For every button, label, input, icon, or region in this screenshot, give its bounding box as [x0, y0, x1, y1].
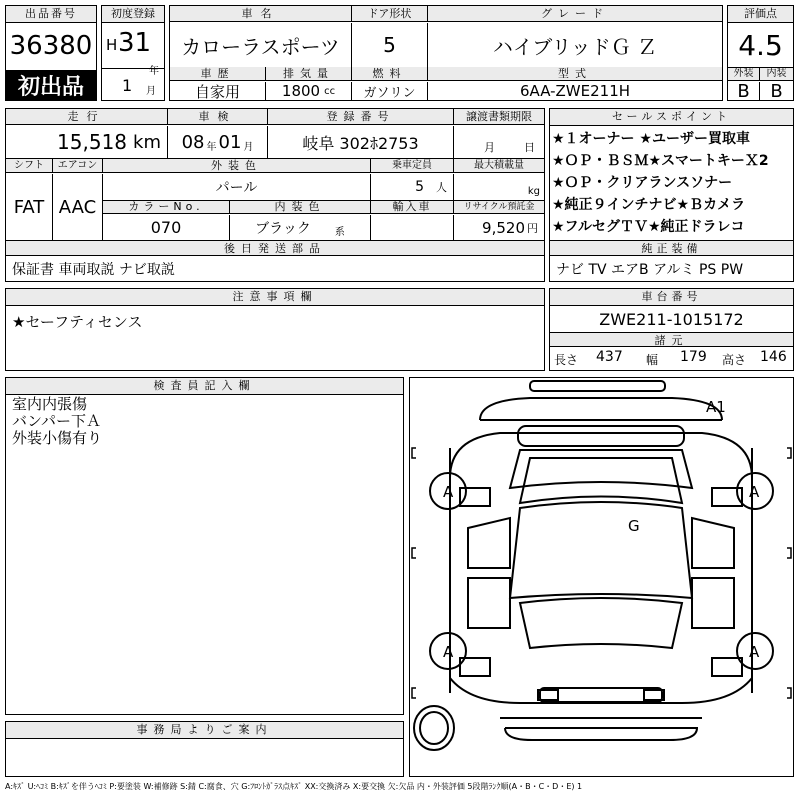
sales-point-item: ★純正９インチナビ★Ｂカメラ — [552, 197, 746, 213]
score-box — [727, 5, 794, 101]
inspection-year: 08 — [181, 131, 205, 153]
inspection-year-unit: 年 — [206, 141, 217, 153]
registration-label: 登録番号 — [268, 109, 454, 125]
inspector-box — [5, 377, 404, 715]
recycle-unit: 円 — [527, 221, 538, 235]
model: 6AA-ZWE211H — [519, 82, 631, 100]
score: 4.5 — [738, 28, 783, 62]
lot-number-label: 出品番号 — [6, 6, 96, 23]
damage-mark: A — [443, 643, 454, 661]
car-name: カローラスポーツ — [170, 23, 352, 67]
sales-points-list — [552, 128, 793, 238]
office-label: 事務局よりご案内 — [6, 722, 403, 739]
fuel: ガソリン — [352, 82, 428, 100]
capacity-cell — [371, 174, 454, 200]
transfer-month-unit: 月 — [484, 141, 495, 154]
registration-year: 31 — [118, 28, 152, 58]
notes-text: ★セーフティセンス — [12, 313, 143, 331]
first-registration-box — [101, 5, 165, 101]
lot-number-box — [5, 5, 97, 101]
inspector-line: バンパー下Ａ — [12, 412, 101, 430]
inspection-cell — [168, 126, 268, 158]
recycle-label: リサイクル預託金 — [463, 202, 535, 212]
displacement-label: 排気量 — [266, 67, 352, 81]
later-parts-label: 後日発送部品 — [6, 241, 544, 256]
displacement: 1800 — [281, 82, 321, 100]
chassis-number: ZWE211-1015172 — [599, 309, 744, 329]
specs-row — [550, 348, 793, 370]
registration: 岐阜 302ﾎ2753 — [268, 126, 454, 158]
inspection-month-unit: 月 — [243, 141, 254, 153]
exterior-color: パール — [103, 174, 371, 200]
doors: 5 — [352, 23, 428, 67]
inspection-month: 01 — [218, 131, 242, 153]
mileage-unit: km — [133, 131, 161, 153]
damage-mark: A1 — [706, 398, 726, 416]
chassis-box — [549, 288, 794, 371]
shift: FAT — [6, 174, 53, 240]
details-box — [5, 108, 545, 282]
height: 146 — [760, 349, 787, 365]
sales-points-box — [549, 108, 794, 282]
inspector-line: 室内内張傷 — [12, 395, 88, 413]
transfer-day-unit: 日 — [524, 141, 535, 154]
exterior-label: 外装 — [728, 67, 760, 81]
damage-mark: A — [749, 483, 760, 501]
history: 自家用 — [170, 82, 266, 100]
exterior-grade: B — [728, 82, 760, 100]
specs-label: 諸元 — [550, 332, 793, 347]
length: 437 — [596, 349, 623, 365]
mileage-label: 走行 — [6, 109, 168, 125]
car-diagram — [409, 377, 794, 777]
exterior-color-label: 外装色 — [103, 159, 371, 173]
genuine-equipment: ナビ TV エアB アルミ PS PW — [556, 262, 744, 278]
interior-grade: B — [770, 80, 783, 102]
ac-label: エアコン — [53, 159, 103, 173]
load-label: 最大積載量 — [474, 160, 524, 171]
interior-label: 内装 — [766, 68, 787, 79]
inspection-label: 車検 — [168, 109, 268, 125]
mileage-cell — [6, 126, 168, 158]
height-label: 高さ — [722, 353, 747, 367]
color-no-label: カラーNo. — [103, 200, 230, 214]
import-cell — [371, 215, 454, 240]
displacement-unit: cc — [324, 85, 336, 97]
inspector-line: 外装小傷有り — [12, 429, 103, 447]
sales-point-item: ★フルセグＴＶ★純正ドラレコ — [552, 219, 745, 235]
capacity-unit: 人 — [436, 181, 447, 194]
interior-color-suffix: 系 — [334, 227, 345, 238]
registration-month: 1 — [122, 76, 133, 95]
shift-label: シフト — [6, 159, 53, 173]
interior-color-label: 内装色 — [230, 200, 371, 214]
interior-color: ブラック — [255, 220, 311, 237]
damage-mark: A — [443, 483, 454, 501]
transfer-cell — [454, 126, 544, 158]
load-unit: kg — [527, 186, 540, 197]
car-info-box — [169, 5, 723, 101]
sales-point-item: ★１オーナー ★ユーザー買取車 — [552, 131, 750, 147]
import-label: 輸入車 — [371, 200, 454, 214]
width-label: 幅 — [646, 353, 659, 367]
mileage: 15,518 — [57, 130, 128, 154]
sales-point-item: ★ＯＰ・ＢＳＭ★スマートキーＸ2 — [552, 153, 769, 169]
office-box — [5, 721, 404, 777]
chassis-label: 車台番号 — [550, 289, 793, 306]
recycle: 9,520 — [482, 218, 525, 237]
doors-label: ドア形状 — [352, 6, 428, 22]
model-label: 型式 — [558, 67, 592, 80]
car-name-label: 車名 — [170, 6, 352, 22]
lot-number: 36380 — [9, 31, 93, 61]
load-cell — [454, 174, 544, 200]
capacity-label: 乗車定員 — [371, 159, 454, 173]
notes-box — [5, 288, 545, 371]
year-unit: 年 — [149, 66, 159, 77]
transfer-label: 譲渡書類期限 — [466, 110, 532, 123]
later-parts: 保証書 車両取説 ナビ取説 — [12, 262, 175, 278]
first-registration-label: 初度登録 — [102, 6, 164, 23]
legend: A:ｷｽﾞ U:ﾍｺﾐ B:ｷｽﾞを伴うﾍｺﾐ P:要塗装 W:補修跡 S:錆 C:腐食、穴 G:ﾌﾛﾝﾄｶﾞﾗｽ点ｷｽﾞ XX:交換済み X:要交換 欠:欠品 内・外装評価 5段階ﾗﾝｸ順(A・B・C・D・E) 1 — [5, 782, 583, 791]
score-label: 評価点 — [728, 6, 793, 23]
first-listing-badge: 初出品 — [6, 70, 96, 100]
damage-mark: G — [628, 517, 640, 535]
color-no: 070 — [103, 215, 230, 240]
era: H — [106, 36, 118, 54]
sales-points-label: セールスポイント — [550, 109, 793, 126]
sales-point-item: ★ＯＰ・クリアランスソナー — [552, 175, 733, 191]
month-unit: 月 — [146, 86, 156, 97]
recycle-cell — [454, 215, 544, 240]
grade-label: グレード — [428, 6, 722, 22]
grade: ハイブリッドＧ Ｚ — [492, 34, 658, 59]
length-label: 長さ — [554, 353, 579, 367]
width: 179 — [680, 349, 707, 365]
inspector-label: 検査員記入欄 — [6, 378, 403, 395]
genuine-label: 純正装備 — [550, 241, 793, 256]
damage-mark: A — [749, 643, 760, 661]
capacity: 5 — [415, 179, 424, 195]
interior-color-cell — [230, 215, 371, 240]
notes-label: 注意事項欄 — [6, 289, 544, 306]
car-outline-diagram — [410, 378, 793, 776]
inspector-lines — [12, 396, 102, 447]
history-label: 車歴 — [170, 67, 266, 81]
displacement-cell — [266, 82, 352, 100]
fuel-label: 燃料 — [352, 67, 428, 81]
ac: AAC — [53, 174, 103, 240]
